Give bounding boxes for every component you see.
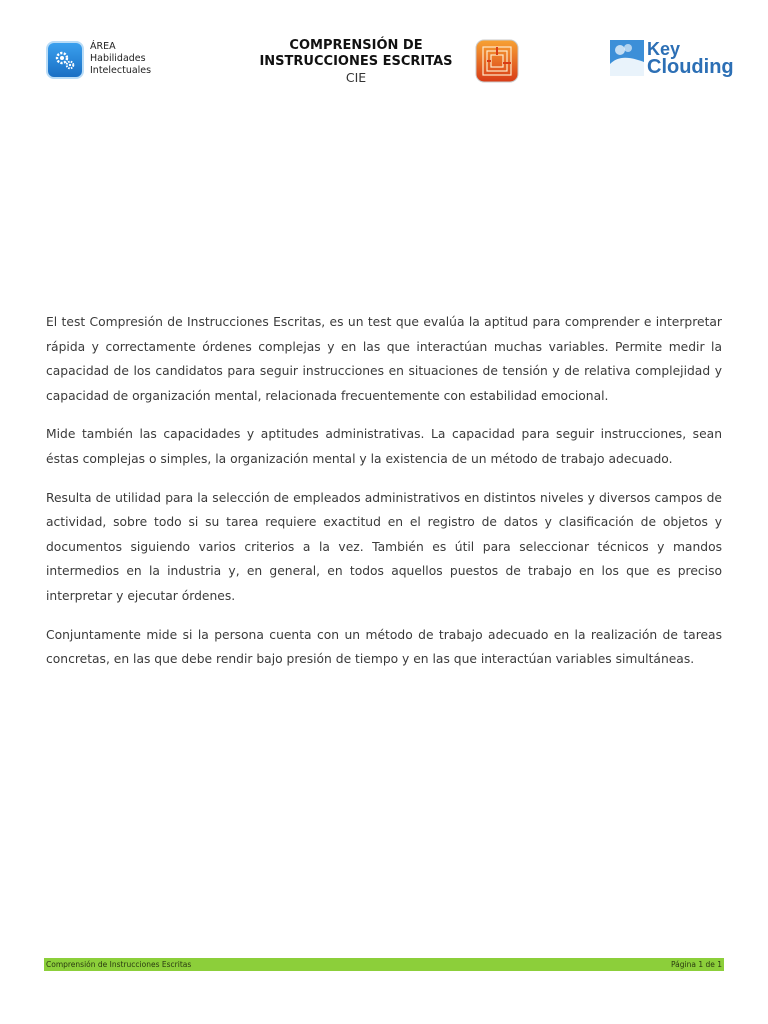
brand-line-1: Key bbox=[647, 39, 681, 59]
title-line-2: INSTRUCCIONES ESCRITAS bbox=[259, 54, 453, 69]
area-line-2: Intelectuales bbox=[90, 65, 152, 76]
brand-logo bbox=[610, 40, 734, 76]
document-body bbox=[46, 310, 722, 686]
area-label: ÁREA bbox=[90, 41, 116, 52]
maze-icon bbox=[475, 39, 519, 83]
document-title bbox=[250, 38, 462, 86]
gears-icon bbox=[46, 41, 84, 79]
area-badge bbox=[46, 41, 151, 79]
footer-document-name: Comprensión de Instrucciones Escritas bbox=[46, 960, 192, 969]
brand-line-2: Clouding bbox=[647, 56, 734, 78]
footer-page-number: Página 1 de 1 bbox=[670, 960, 722, 969]
area-label-group bbox=[90, 41, 151, 77]
area-line-1: Habilidades bbox=[90, 53, 146, 64]
paragraph-2: Mide también las capacidades y aptitudes administrativas. La capacidad para seguir instrucciones, sean éstas complejas o simples, la organización mental y la existencia de un método de trabajo adecuado. bbox=[46, 427, 722, 466]
paragraph-1: El test Compresión de Instrucciones Escritas, es un test que evalúa la aptitud para comprender e interpretar rápida y correctamente órdenes complejas y en las que interactúan muchas variables. Permite medir la capacidad de los candidatos para seguir instrucciones en situaciones de tensión y de relativa complejidad y capacidad de organización mental, relacionada frecuentemente con estabilidad emocional. bbox=[46, 315, 722, 403]
brand-name bbox=[647, 40, 734, 76]
key-clouding-logo bbox=[610, 40, 644, 76]
title-line-1: COMPRENSIÓN DE bbox=[289, 38, 423, 53]
title-code: CIE bbox=[345, 70, 367, 85]
page-footer bbox=[44, 958, 724, 971]
paragraph-4: Conjuntamente mide si la persona cuenta con un método de trabajo adecuado en la realización de tareas concretas, en las que debe rendir bajo presión de tiempo y en las que interactúan variables simultáneas. bbox=[46, 627, 722, 667]
page-header bbox=[0, 0, 768, 100]
paragraph-3: Resulta de utilidad para la selección de empleados administrativos en distintos niveles y diversos campos de actividad, sobre todo si su tarea requiere exactitud en el registro de datos y clasificación de objetos y documentos siguiendo varios criterios a la vez. También es útil para seleccionar técnicos y mandos intermedios en la industria y, en general, en todos aquellos puestos de trabajo en los que es preciso interpretar y ejecutar órdenes. bbox=[46, 490, 722, 603]
